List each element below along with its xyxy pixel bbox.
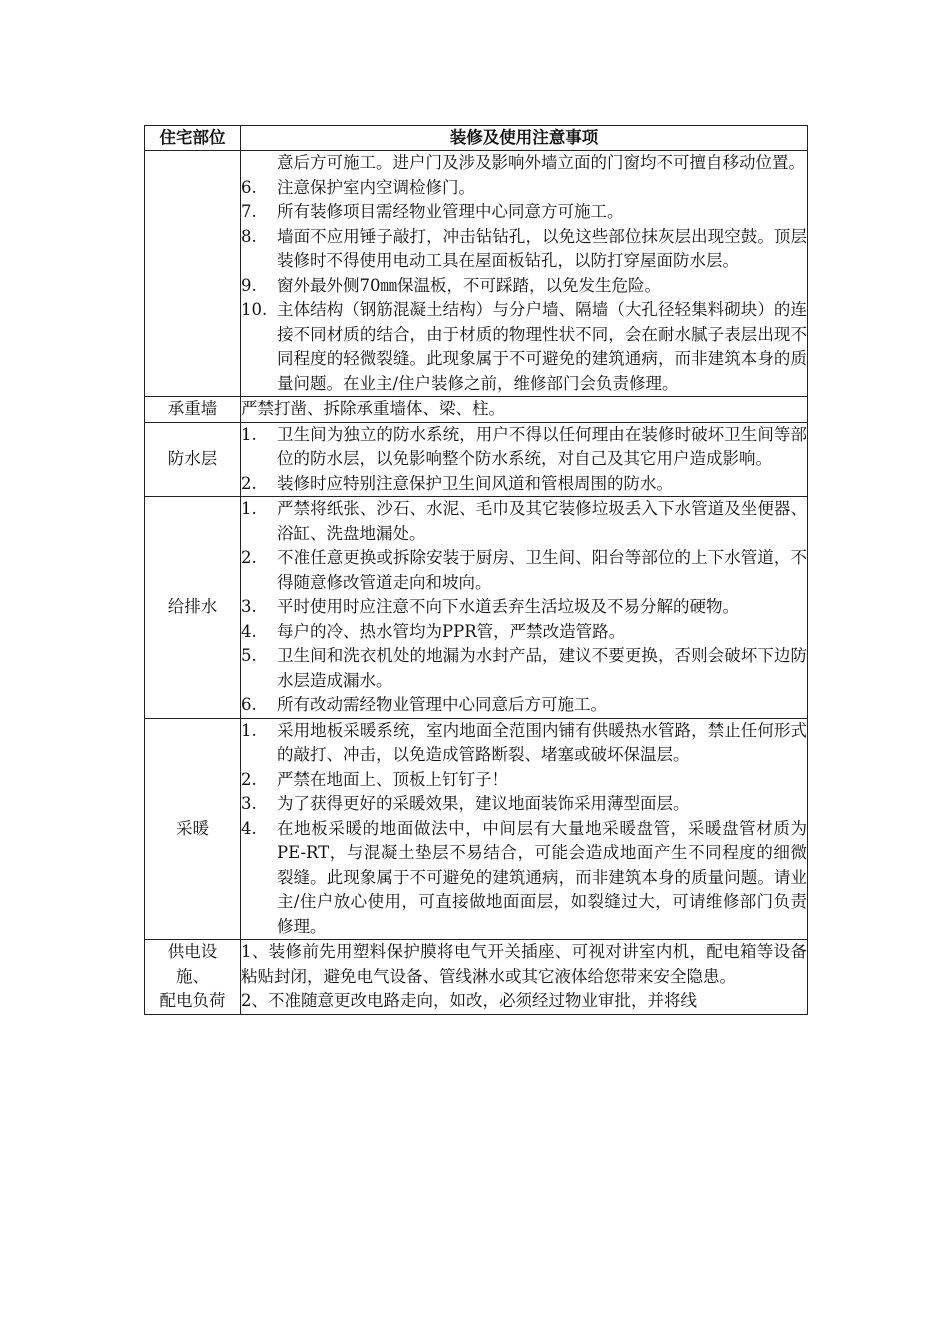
item-text: 所有改动需经物业管理中心同意后方可施工。 xyxy=(277,695,607,714)
item-text: 严禁将纸张、沙石、水泥、毛巾及其它装修垃圾丢入下水管道及坐便器、浴缸、洗盘地漏处。 xyxy=(277,499,807,543)
item-number: 10. xyxy=(241,300,268,319)
row-notes-continued xyxy=(241,151,808,397)
row-notes-heating xyxy=(241,718,808,940)
item-text: 卫生间为独立的防水系统，用户不得以任何理由在装修时破坏卫生间等部位的防水层，以免影响整个防水系统，对自己及其它用户造成影响。 xyxy=(277,424,807,468)
item-text: 每户的冷、热水管均为PPR管，严禁改造管路。 xyxy=(277,621,626,641)
item-text: 窗外最外侧70㎜保温板，不可踩踏，以免发生危险。 xyxy=(277,275,661,295)
item-number: 4. xyxy=(241,621,257,641)
item-number: 2. xyxy=(241,769,257,789)
row-part-waterproof: 防水层 xyxy=(145,422,241,497)
header-part: 住宅部位 xyxy=(145,126,241,151)
item-number: 6. xyxy=(241,177,257,197)
list-item xyxy=(241,792,807,817)
item-number: 3. xyxy=(241,597,257,616)
item-number: 5. xyxy=(241,646,257,665)
row-notes-plumbing xyxy=(241,497,808,719)
plumbing-list xyxy=(241,497,807,718)
item-text: 装修时应特别注意保护卫生间风道和管根周围的防水。 xyxy=(277,473,673,493)
list-item xyxy=(241,274,807,299)
item-number: 9. xyxy=(241,275,257,295)
header-notes: 装修及使用注意事项 xyxy=(241,126,808,151)
item-number: 7. xyxy=(241,202,257,221)
power-part-line-2: 施、 xyxy=(176,966,209,986)
list-item xyxy=(241,298,807,396)
item-number: 6. xyxy=(241,695,257,714)
row-notes-bearing-wall xyxy=(241,397,808,423)
item-text: 平时使用时应注意不向下水道丢弃生活垃圾及不易分解的硬物。 xyxy=(277,597,739,616)
item-text: 注意保护室内空调检修门。 xyxy=(277,177,475,197)
item-number: 8. xyxy=(241,226,257,246)
item-text: 卫生间和洗衣机处的地漏为水封产品，建议不要更换，否则会破坏下边防水层造成漏水。 xyxy=(277,646,807,690)
list-item xyxy=(241,472,807,497)
item-number: 2. xyxy=(241,548,257,567)
bearing-wall-text: 严禁打凿、拆除承重墙体、梁、柱。 xyxy=(241,399,505,418)
list-item xyxy=(241,693,807,718)
item-number: 1. xyxy=(241,424,257,444)
list-item xyxy=(241,546,807,595)
heating-list xyxy=(241,719,807,940)
list-item xyxy=(241,768,807,793)
row-notes-power xyxy=(241,940,808,1015)
list-item xyxy=(241,719,807,768)
list-item xyxy=(241,176,807,201)
item-text: 严禁在地面上、顶板上钉钉子！ xyxy=(277,769,508,789)
continued-list xyxy=(241,176,807,397)
power-paragraph: 2、不准随意更改电路走向，如改，必须经过物业审批，并将线 xyxy=(241,991,697,1010)
table-row xyxy=(145,497,808,719)
table-row xyxy=(145,397,808,423)
item-text: 所有装修项目需经物业管理中心同意方可施工。 xyxy=(277,202,624,221)
row-part-bearing-wall: 承重墙 xyxy=(145,397,241,423)
item-text: 墙面不应用锤子敲打，冲击钻钻孔，以免这些部位抹灰层出现空鼓。顶层装修时不得使用电动工具在屋面板钻孔，以防打穿屋面防水层。 xyxy=(277,226,807,270)
row-part-plumbing: 给排水 xyxy=(145,497,241,719)
item-text: 采用地板采暖系统，室内地面全范围内铺有供暖热水管路，禁止任何形式的敲打、冲击，以免造成管路断裂、堵塞或破坏保温层。 xyxy=(277,720,807,764)
waterproof-list xyxy=(241,423,807,497)
list-item xyxy=(241,644,807,693)
table-row xyxy=(145,422,808,497)
row-part-continued xyxy=(145,151,241,397)
table-header-row xyxy=(145,126,808,151)
list-item xyxy=(241,423,807,472)
list-item xyxy=(241,620,807,645)
list-item xyxy=(241,225,807,274)
item-text: 主体结构（钢筋混凝土结构）与分户墙、隔墙（大孔径轻集料砌块）的连接不同材质的结合，由于材质的物理性状不同，会在耐水腻子表层出现不同程度的轻微裂缝。此现象属于不可避免的建筑通病，而非建筑本身的质量问题。在业主/住户装修之前，维修部门会负责修理。 xyxy=(277,300,807,393)
item-text: 为了获得更好的采暖效果，建议地面装饰采用薄型面层。 xyxy=(277,794,690,813)
list-item xyxy=(241,817,807,940)
item-number: 2. xyxy=(241,473,257,493)
item-number: 4. xyxy=(241,818,257,838)
table-row xyxy=(145,718,808,940)
list-item xyxy=(241,497,807,546)
item-number: 1. xyxy=(241,720,257,740)
list-item xyxy=(241,200,807,225)
row-part-power xyxy=(145,940,241,1015)
table-row xyxy=(145,940,808,1015)
item-text: 在地板采暖的地面做法中，中间层有大量地采暖盘管，采暖盘管材质为PE-RT，与混凝土垫层不易结合，可能会造成地面产生不同程度的细微裂缝。此现象属于不可避免的建筑通病，而非建筑本身的质量问题。请业主/住户放心使用，可直接做地面面层，如裂缝过大，可请维修部门负责修理。 xyxy=(277,818,807,936)
power-paragraph: 1、装修前先用塑料保护膜将电气开关插座、可视对讲室内机，配电箱等设备粘贴封闭，避免电气设备、管线淋水或其它液体给您带来安全隐患。 xyxy=(241,942,807,986)
table-row xyxy=(145,151,808,397)
item-number: 3. xyxy=(241,794,257,813)
power-part-line-1: 供电设 xyxy=(167,942,218,961)
continued-text: 意后方可施工。进户门及涉及影响外墙立面的门窗均不可擅自移动位置。 xyxy=(277,153,805,172)
list-item xyxy=(241,595,807,620)
row-notes-waterproof xyxy=(241,422,808,497)
item-text: 不准任意更换或拆除安装于厨房、卫生间、阳台等部位的上下水管道，不得随意修改管道走向和坡向。 xyxy=(277,548,807,592)
decoration-notes-table xyxy=(144,125,808,1015)
row-part-heating: 采暖 xyxy=(145,718,241,940)
power-part-line-3: 配电负荷 xyxy=(159,991,226,1010)
item-number: 1. xyxy=(241,499,257,518)
